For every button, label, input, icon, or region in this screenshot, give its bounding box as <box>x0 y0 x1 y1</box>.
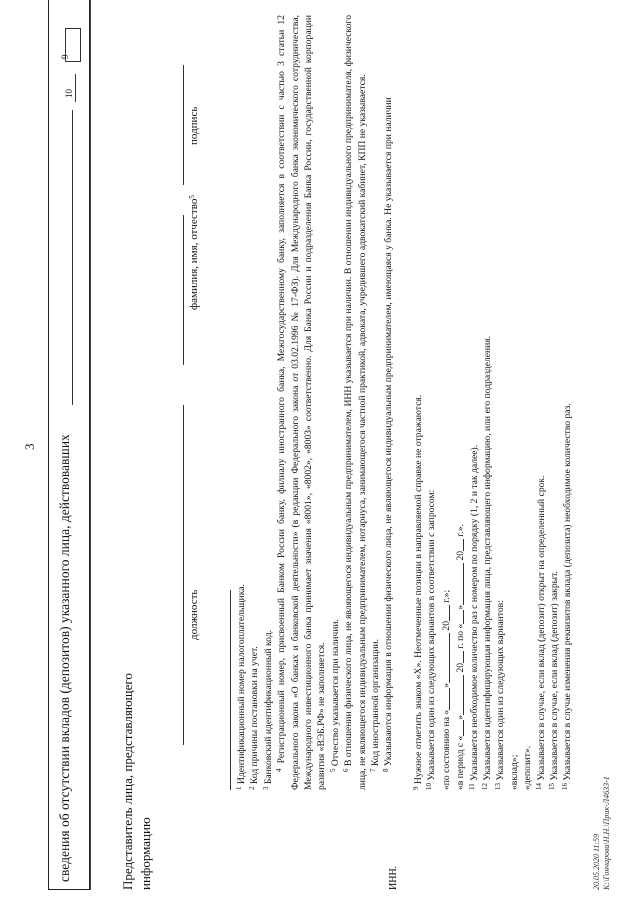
day-blank <box>453 610 464 624</box>
option-text: г. по « <box>455 623 467 649</box>
option-text: «по состоянию на « <box>440 709 452 790</box>
footnote-number: 3 <box>261 786 270 790</box>
option-text: г.»; <box>440 589 452 603</box>
footnote-number: 7 <box>369 768 378 772</box>
footnote-text: Указываются информация в отношении физического лица, не являющегося индивидуальным предпринимателем, имеющаяся у банка. Не указывается при наличии <box>383 97 395 767</box>
footnote-number: 6 <box>342 768 351 772</box>
print-stamp <box>592 776 612 890</box>
option-text: » <box>440 683 452 688</box>
representative-label-cont: информацию <box>138 817 153 890</box>
footnote-13-option-2: «депозит». <box>522 745 534 790</box>
option-text: г.». <box>455 524 467 537</box>
footnote-divider <box>230 590 231 790</box>
full-name-caption-text: фамилия, имя, отчество <box>188 198 200 310</box>
footnote-number: 10 <box>425 783 434 790</box>
full-name-caption <box>188 195 200 310</box>
footnote-text: Указывается в случае изменения реквизитов вклада (депозита) необходимое количество раз. <box>562 403 574 781</box>
footnote-number: 1 <box>235 786 243 790</box>
footnote-1 <box>235 15 248 790</box>
inn-label: ИНН. <box>388 865 399 890</box>
signature-field[interactable] <box>183 65 184 185</box>
footnote-16 <box>561 15 574 790</box>
footnote-12 <box>481 15 494 790</box>
position-field[interactable] <box>183 405 184 745</box>
footnote-11 <box>468 15 481 790</box>
page-number: 3 <box>22 443 37 450</box>
signature-caption: подпись <box>188 106 200 145</box>
footnote-text: Отчество указывается при наличии. <box>329 619 341 767</box>
footnote-text: Указывается один из следующих вариантов: <box>495 600 507 781</box>
year-blank <box>439 605 450 621</box>
footnote-text: Указывается в случае, если вклад (депозит) открыт на определенный срок. <box>535 475 547 781</box>
print-stamp-path: К:\Гончарова\Н.Н.\Прик-Л4633-1 <box>602 776 611 890</box>
footnote-number: 11 <box>467 783 476 790</box>
header-divider <box>90 0 91 890</box>
year-blank <box>453 539 464 551</box>
footnote-13 <box>494 15 507 790</box>
footnote-10 <box>425 15 438 790</box>
footnote-text: Идентификационный номер налогоплательщика. <box>236 584 247 785</box>
footnote-text: Код иностранной организации. <box>370 638 382 767</box>
header-text: сведения об отсутствии вкладов (депозитов) указанного лица, действовавших <box>57 434 72 882</box>
footnote-number: 14 <box>534 783 543 790</box>
footnote-text: Указывается в случае, если вклад (депозит) закрыт. <box>548 571 560 781</box>
representative-label: Представитель лица, представляющего <box>120 673 135 890</box>
footnote-3 <box>262 15 275 790</box>
month-blank <box>453 563 464 605</box>
footnote-15 <box>548 15 561 790</box>
footnote-text: Нужное отметить знаком «Х». Неотмеченные позиции в направляемой справке не отражаются. <box>412 394 424 785</box>
footnote-8 <box>382 15 395 790</box>
option-text: 20 <box>455 550 467 561</box>
footnote-marker-10: 10 <box>64 89 74 98</box>
footnote-number: 12 <box>480 783 489 790</box>
option-text: » <box>455 604 467 610</box>
header-fill-line[interactable] <box>72 110 73 405</box>
option-text: «в период с « <box>455 735 467 790</box>
month-blank <box>453 675 464 715</box>
footnote-number: 16 <box>561 783 570 790</box>
footnote-10-option-1 <box>439 15 453 790</box>
footnotes <box>235 15 575 790</box>
full-name-field[interactable] <box>183 215 184 365</box>
footnote-number: 15 <box>547 783 556 790</box>
footnote-number: 13 <box>494 783 503 790</box>
footnote-text: Код причины постановки на учет. <box>249 646 261 785</box>
footnote-5 <box>329 15 342 790</box>
position-caption: должность <box>188 589 200 640</box>
footnote-14 <box>535 15 548 790</box>
footnote-4 <box>275 15 329 790</box>
footnote-number: 9 <box>411 786 420 790</box>
footnote-number: 5 <box>328 768 337 772</box>
footnote-2 <box>248 15 261 790</box>
footnote-text: Указывается идентифицирующая информация лица, представляющего информацию, или его подразделения. <box>481 335 493 781</box>
print-stamp-date: 20.05.2020 11:59 <box>592 833 601 890</box>
footnote-text: Указывается один из следующих вариантов в соответствии с запросом: <box>426 489 438 781</box>
footnote-text: Банковский идентификационный код. <box>262 630 274 785</box>
full-name-caption-ref: 5 <box>188 195 196 199</box>
option-text: » <box>455 714 467 720</box>
footnote-text: Регистрационный номер, присвоенный Банком России банку, филиалу иностранного банка, Межгосударственному банку, заполняется в соответствии с частью 3 статьи 12 Федерального закона «О банках и банковской деятельности» (в редакции Федерального закона от 03.02.1996 № 17-ФЗ). Для Международного банка экономического сотрудничества, Международного инвестиционного банка принимает значения «8001», «8002», «8003» соответственно. Для Банка России и подразделения Банка России, государственной корпорации развития «ВЭБ.РФ» не заполняется. <box>276 15 328 790</box>
footnote-6 <box>342 15 369 790</box>
footnote-number: 2 <box>248 786 257 790</box>
footnote-text: В отношении физического лица, не являющегося индивидуальным предпринимателем, ИНН указывается при наличии. В отношении индивидуального предпринимателя, физического лица, не являющегося индивидуальным предпринимателем, нотариуса, занимающегося частной практикой, адвоката, учредившего адвокатский кабинет, КПП не указывается. <box>343 15 368 790</box>
year-blank <box>453 651 464 663</box>
footnote-number: 4 <box>275 768 284 772</box>
month-blank <box>439 633 450 683</box>
footnote-9 <box>412 15 425 790</box>
footnote-13-option-1: «вклад»; <box>508 754 520 790</box>
footnote-7 <box>369 15 382 790</box>
option-text: 20 <box>440 621 452 631</box>
header-fill-line-10[interactable] <box>75 74 76 102</box>
footnote-number: 8 <box>382 768 391 772</box>
option-text: 20 <box>455 662 467 673</box>
footnote-10-option-2 <box>453 15 467 790</box>
day-blank <box>453 720 464 736</box>
footnote-marker-9: 9 <box>60 54 70 59</box>
day-blank <box>439 688 450 710</box>
footnote-text: Указывается необходимое количество раз с номером по порядку (1, 2 и так далее). <box>468 444 480 781</box>
